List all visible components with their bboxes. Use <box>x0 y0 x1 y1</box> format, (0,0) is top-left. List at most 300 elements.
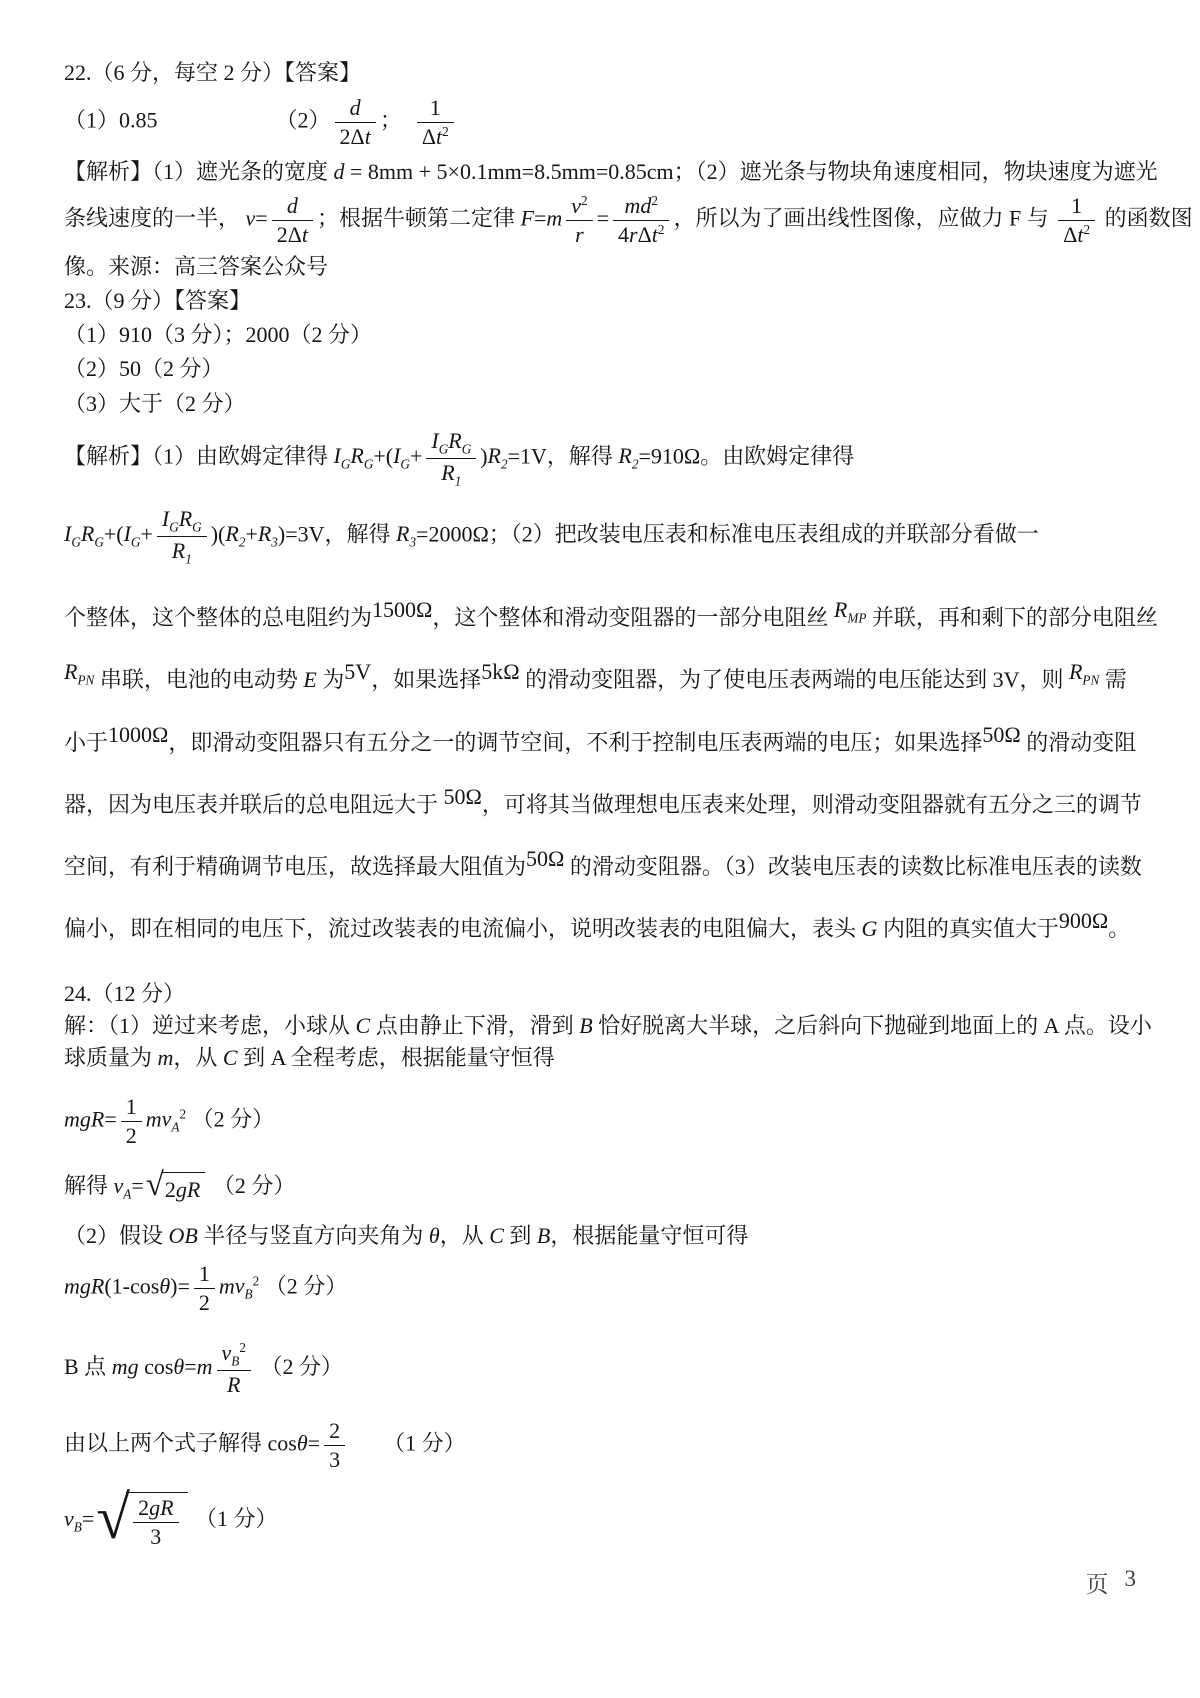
math-denominator <box>217 1371 251 1398</box>
q23-analysis-line-5-text <box>64 721 1137 758</box>
math-fraction <box>121 1094 142 1149</box>
math-fraction <box>426 428 476 489</box>
math-raised-inline <box>444 782 482 812</box>
q22-analysis-line-1-text <box>64 157 1158 187</box>
math-variable-name: m <box>624 192 641 218</box>
math-text: 1000Ω <box>108 721 169 747</box>
math-raised-inline <box>1059 906 1108 936</box>
math-denominator <box>1058 221 1095 248</box>
q22-analysis-line-1 <box>64 154 1158 190</box>
math-text: = <box>255 205 268 231</box>
math-variable-name: θ <box>159 1273 171 1299</box>
q23-answer-2-text: （2）50（2 分） <box>64 356 224 382</box>
math-text: =1V，解得 <box>507 443 619 469</box>
math-variable <box>287 193 298 218</box>
q23-answer-1-text: （1）910（3 分）；2000（2 分） <box>64 322 373 348</box>
math-variable <box>64 1106 80 1131</box>
math-denominator <box>335 123 376 150</box>
math-text: 5kΩ <box>481 658 520 684</box>
question-22-block <box>64 56 1193 284</box>
math-text: 【解析】（1）由欧姆定律得 <box>64 443 334 469</box>
q23-analysis-line-4-text <box>64 658 1127 697</box>
math-variable <box>441 459 462 488</box>
math-variable-name: m <box>546 205 563 231</box>
math-text: ，可将其当做理想电压表来处理，则滑动变阻器就有五分之三的调节 <box>481 792 1142 818</box>
math-fraction <box>417 95 454 150</box>
q24-para-3 <box>64 1220 1146 1252</box>
math-text: 条线速度的一半， <box>64 205 246 231</box>
q23-answer-3 <box>64 386 1146 422</box>
math-variable-name: v <box>64 1506 74 1532</box>
math-text: ； <box>379 107 413 133</box>
math-variable-name: v <box>113 1173 124 1199</box>
math-text: （2） <box>275 107 331 133</box>
math-text: 50Ω <box>443 783 482 809</box>
q23-analysis-line-1-text <box>64 428 854 489</box>
math-text: ，如果选择 <box>371 666 482 692</box>
math-text: 到 <box>503 1223 537 1249</box>
math-superscript: 2 <box>657 221 665 237</box>
math-variable <box>161 505 179 534</box>
math-text: = <box>184 1354 197 1380</box>
math-variable-name: t <box>1077 221 1084 247</box>
math-raised-inline <box>372 595 432 625</box>
math-superscript: 2 <box>442 123 449 139</box>
math-variable <box>579 1013 592 1038</box>
math-variable-name: v <box>161 1106 172 1132</box>
math-variable-name: d <box>333 159 345 185</box>
q23-analysis-line-7 <box>64 836 1146 898</box>
math-subscript: B <box>244 1286 253 1302</box>
math-text: 2 <box>138 1495 150 1521</box>
math-variable <box>149 1495 160 1520</box>
math-text: 串联，电池的电动势 <box>94 666 304 692</box>
math-variable-name: v <box>571 192 582 218</box>
math-subscript: G <box>363 456 374 472</box>
math-text: 小于 <box>64 730 109 756</box>
math-raised-inline <box>982 720 1020 750</box>
math-variable <box>197 1354 213 1379</box>
math-variable-name: g <box>175 1176 187 1202</box>
math-text: 半径与竖直方向夹角为 <box>197 1223 429 1249</box>
math-fraction <box>324 1418 345 1473</box>
math-variable-name: R <box>396 521 410 547</box>
math-numerator <box>272 193 313 221</box>
q24-formula-4 <box>64 1336 1146 1402</box>
math-text: 2 <box>198 1289 210 1315</box>
math-variable-name: v <box>221 1340 232 1366</box>
math-variable-name: m <box>218 1273 235 1299</box>
math-variable-name: t <box>364 123 371 149</box>
q23-analysis-line-6-text <box>64 783 1142 820</box>
math-fraction <box>217 1340 251 1398</box>
math-text: 偏小，即在相同的电压下，流过改装表的电流偏小，说明改装表的电阻偏大，表头 <box>64 916 862 942</box>
math-variable <box>113 1173 132 1202</box>
math-subscript: 2 <box>631 456 639 472</box>
math-text: 器，因为电压表并联后的总电阻远大于 <box>64 792 444 818</box>
math-text: 。 <box>1108 916 1131 942</box>
math-subscript: G <box>438 440 449 456</box>
math-variable-name: r <box>575 221 584 247</box>
math-text: )( <box>210 521 226 547</box>
math-fraction <box>335 95 376 150</box>
math-text: 900Ω <box>1058 907 1109 933</box>
q23-analysis-line-4 <box>64 650 1146 712</box>
math-text: 3 <box>150 1524 162 1549</box>
math-numerator <box>217 1340 251 1371</box>
math-text: )=3V，解得 <box>277 521 396 547</box>
math-variable-name: E <box>303 666 317 692</box>
math-superscript: 2 <box>252 1273 260 1289</box>
math-text: （1 分） <box>383 1430 466 1456</box>
math-variable-name: R <box>80 521 95 547</box>
math-numerator <box>566 193 592 221</box>
math-variable <box>80 1106 91 1131</box>
math-variable-name: R <box>225 521 239 547</box>
math-text: ，所以为了画出线性图像，应做力 F 与 <box>673 205 1055 231</box>
math-variable-name: I <box>431 427 439 453</box>
math-text: 1 <box>1071 192 1083 218</box>
math-text: 点由静止下滑，滑到 <box>370 1013 580 1039</box>
math-variable-name: R <box>186 1176 201 1202</box>
math-variable-name: m <box>157 1045 174 1071</box>
math-variable <box>146 1106 162 1131</box>
math-fraction <box>272 193 313 248</box>
math-numerator <box>133 1495 178 1523</box>
math-subscript: G <box>192 518 202 534</box>
math-variable <box>302 222 308 247</box>
q24-formula-5 <box>64 1414 1146 1476</box>
math-text: （1）0.85 <box>64 107 158 133</box>
math-text: (1-cos <box>104 1273 160 1299</box>
math-variable <box>128 1354 139 1379</box>
math-superscript: 2 <box>179 1106 187 1122</box>
math-subscript: 3 <box>409 534 417 550</box>
math-variable <box>169 1223 185 1248</box>
math-variable <box>618 443 639 472</box>
math-text: （2 分） <box>186 1106 275 1132</box>
math-denominator <box>157 537 207 567</box>
math-variable <box>429 1223 440 1248</box>
math-variable-name: I <box>161 505 170 531</box>
q24-header-text: 24.（12 分） <box>64 981 186 1007</box>
math-subscript: G <box>340 456 351 472</box>
math-text: 恰好脱离大半球，之后斜向下抛碰到地面上的 A 点。设小 <box>592 1013 1152 1039</box>
math-subscript: B <box>231 1353 240 1369</box>
math-text: 1 <box>429 94 441 120</box>
math-variable <box>158 1045 174 1070</box>
math-variable-name: R <box>227 1371 241 1397</box>
math-text: ；根据牛顿第二定律 <box>316 205 521 231</box>
q22-analysis-line-2 <box>64 190 1193 250</box>
math-text: ，从 <box>439 1223 490 1249</box>
math-variable <box>159 1273 170 1298</box>
math-denominator <box>133 1523 178 1550</box>
math-radicand <box>126 1492 187 1550</box>
math-variable <box>64 658 95 687</box>
math-text: +( <box>103 521 124 547</box>
q24-formula-6 <box>64 1483 1146 1556</box>
math-variable <box>393 443 410 472</box>
math-text: 2 <box>329 1417 341 1443</box>
q23-answer-2 <box>64 352 1146 386</box>
math-raised-inline <box>108 720 168 750</box>
math-text: 2Δ <box>339 123 365 149</box>
math-variable-name: I <box>393 443 401 469</box>
q23-analysis-line-8-text <box>64 907 1131 944</box>
math-variable <box>176 1177 187 1202</box>
math-variable <box>91 1106 104 1131</box>
q24-para-1 <box>64 1010 1152 1042</box>
math-denominator <box>324 1446 345 1473</box>
math-text: 为 <box>316 666 345 692</box>
math-variable-name: d <box>286 192 298 218</box>
math-text: 的滑动变阻器，为了使电压表两端的电压能达到 3V，则 <box>519 666 1069 692</box>
math-variable-name: R <box>350 443 364 469</box>
math-variable-name: θ <box>296 1430 308 1456</box>
math-variable-name: t <box>435 123 443 149</box>
math-text: cos <box>138 1354 174 1380</box>
q23-analysis-line-8 <box>64 898 1146 960</box>
math-variable-name: θ <box>173 1354 185 1380</box>
math-variable <box>521 205 534 230</box>
math-variable <box>257 521 278 550</box>
math-text: ，即滑动变阻器只有五分之一的调节空间，不利于控制电压表两端的电压；如果选择 <box>168 730 983 756</box>
q24-formula-3-text <box>64 1261 347 1316</box>
math-numerator <box>157 506 207 537</box>
math-variable <box>160 1495 173 1520</box>
math-variable <box>112 1354 128 1379</box>
q24-para-2-text <box>64 1043 555 1073</box>
math-variable-name: R <box>178 505 193 531</box>
math-variable <box>575 222 584 247</box>
math-numerator <box>417 95 454 123</box>
math-subscript: A <box>171 1119 180 1135</box>
math-variable <box>80 521 104 550</box>
math-variable-name: m <box>64 1106 80 1132</box>
math-variable-name: g <box>127 1354 139 1380</box>
math-variable <box>91 1273 104 1298</box>
math-text: = <box>533 205 547 231</box>
q23-analysis-line-2 <box>64 494 1146 578</box>
math-text: 的滑动变阻器。（3）改装电压表的读数比标准电压表的读数 <box>564 854 1142 880</box>
math-subscript: 2 <box>501 456 508 472</box>
radical-sign-icon: √ <box>145 1166 164 1203</box>
math-variable-name: R <box>90 1106 105 1132</box>
math-variable <box>227 1372 240 1397</box>
math-text: 1 <box>198 1260 210 1286</box>
math-variable <box>161 1106 180 1135</box>
math-variable <box>221 1340 240 1369</box>
math-text: Δ <box>1063 221 1078 247</box>
math-text: Δ <box>421 123 436 149</box>
math-text: （2）假设 <box>64 1223 169 1249</box>
math-subscript: G <box>130 534 141 550</box>
math-variable <box>833 596 867 625</box>
math-subscript: G <box>400 456 410 472</box>
q24-formula-2-text <box>64 1166 296 1205</box>
math-text: 【解析】（1）遮光条的宽度 <box>64 159 334 185</box>
math-text: )= <box>170 1273 190 1299</box>
math-text: （2 分） <box>254 1354 343 1380</box>
math-variable-name: I <box>64 521 72 547</box>
math-subscript: G <box>169 518 179 534</box>
math-variable <box>640 193 651 218</box>
math-text: ，从 <box>173 1045 223 1071</box>
math-variable <box>571 193 581 218</box>
math-text: 1500Ω <box>372 596 433 622</box>
math-variable-name: R <box>64 658 78 684</box>
math-text: 需 <box>1099 666 1127 692</box>
math-superscript: 2 <box>581 192 588 208</box>
math-variable <box>1068 658 1100 687</box>
math-text: （2 分） <box>207 1173 296 1199</box>
math-variable-name: R <box>448 427 462 453</box>
q23-analysis-line-2-text <box>64 506 1039 567</box>
math-numerator <box>426 428 476 459</box>
math-text: 个整体，这个整体的总电阻约为 <box>64 604 373 630</box>
math-subscript: PN <box>77 671 95 687</box>
math-variable-name: m <box>111 1354 128 1380</box>
question-23-block <box>64 284 1158 960</box>
math-raised-inline <box>64 657 94 689</box>
math-variable-name: F <box>520 205 534 231</box>
math-text: =2000Ω；（2）把改装电压表和标准电压表组成的并联部分看做一 <box>416 521 1039 547</box>
q23-analysis-line-3 <box>64 588 1158 650</box>
math-variable-name: R <box>160 1495 174 1521</box>
math-radicand <box>162 1172 205 1205</box>
q24-para-2 <box>64 1042 1146 1074</box>
math-subscript: PN <box>1082 671 1100 687</box>
math-variable <box>64 1273 80 1298</box>
q24-formula-4-text <box>64 1340 343 1398</box>
math-variable-name: B <box>184 1223 198 1249</box>
math-variable <box>489 1223 504 1248</box>
q23-analysis-line-5 <box>64 712 1146 774</box>
page-footer <box>1086 1566 1137 1599</box>
q22-header-text: 22.（6 分，每空 2 分）【答案】 <box>64 60 362 86</box>
math-variable <box>173 1354 184 1379</box>
math-fraction <box>613 193 669 248</box>
math-variable <box>862 916 878 941</box>
math-text: 50Ω <box>982 721 1021 747</box>
math-variable <box>187 1177 200 1202</box>
math-text: B 点 <box>64 1354 112 1380</box>
math-variable-name: R <box>833 596 848 622</box>
q23-analysis-line-6 <box>64 774 1146 836</box>
math-variable-name: g <box>79 1273 91 1299</box>
math-numerator <box>613 193 669 221</box>
math-text: = 8mm + 5×0.1mm=8.5mm=0.85cm；（2）遮光条与物块角速度相同，物块速度为遮光 <box>344 159 1158 185</box>
math-text: 4 <box>618 221 630 247</box>
math-variable <box>171 537 192 566</box>
math-variable-name: m <box>196 1354 213 1380</box>
math-square-root <box>96 1483 187 1552</box>
math-text: 1 <box>125 1093 137 1119</box>
math-variable-name: d <box>640 192 652 218</box>
math-subscript: 3 <box>271 534 278 550</box>
math-text: 的滑动变阻 <box>1020 730 1137 756</box>
math-superscript: 2 <box>651 192 658 208</box>
math-variable-name: R <box>487 443 501 469</box>
math-text: = <box>131 1173 144 1199</box>
math-fraction <box>1058 193 1095 248</box>
math-denominator <box>272 221 313 248</box>
math-variable <box>333 443 351 472</box>
math-variable-name: d <box>349 94 361 120</box>
question-24-block <box>64 978 1152 1556</box>
math-text: 并联，再和剩下的部分电阻丝 <box>866 604 1158 630</box>
math-subscript: MP <box>847 609 867 625</box>
math-square-root <box>145 1166 206 1204</box>
math-text: 由以上两个式子解得 cos <box>64 1430 297 1456</box>
q23-header-text: 23.（9 分）【答案】 <box>64 288 252 314</box>
q23-analysis-line-3-text <box>64 596 1158 635</box>
math-subscript: G <box>71 534 81 550</box>
math-denominator <box>194 1289 215 1316</box>
math-text: 球质量为 <box>64 1045 158 1071</box>
math-variable-name: R <box>171 537 186 563</box>
q22-header <box>64 56 1146 90</box>
math-variable-name: θ <box>428 1223 440 1249</box>
math-variable-name: I <box>333 443 341 469</box>
math-numerator <box>335 95 376 123</box>
math-variable <box>234 1273 253 1302</box>
math-variable-name: t <box>651 221 658 247</box>
math-variable <box>487 443 508 472</box>
math-variable-name: C <box>355 1013 371 1039</box>
q24-para-1-text <box>64 1011 1152 1041</box>
math-variable-name: B <box>579 1013 593 1039</box>
q24-formula-3 <box>64 1256 1146 1320</box>
q24-header <box>64 978 1146 1010</box>
math-variable-name: R <box>90 1273 105 1299</box>
math-text: 3 <box>329 1446 341 1472</box>
math-raised-inline <box>344 657 371 687</box>
math-fraction <box>133 1495 178 1550</box>
math-variable <box>334 159 345 184</box>
math-numerator <box>194 1261 215 1289</box>
math-variable <box>64 521 81 550</box>
math-variable <box>625 193 641 218</box>
math-variable <box>350 443 374 472</box>
math-text: = <box>104 1106 117 1132</box>
math-variable-name: C <box>489 1223 504 1249</box>
math-variable <box>219 1273 235 1298</box>
math-text: =910Ω。由欧姆定律得 <box>638 443 855 469</box>
math-text: 2 <box>125 1122 137 1148</box>
math-variable <box>537 1223 550 1248</box>
math-text: Δ <box>637 221 652 247</box>
math-variable <box>546 205 562 230</box>
page-content <box>64 56 1193 1556</box>
math-text: 解：（1）逆过来考虑，小球从 <box>64 1013 356 1039</box>
q24-formula-2 <box>64 1162 1146 1214</box>
math-variable-name: C <box>222 1045 238 1071</box>
math-numerator <box>121 1094 142 1122</box>
math-text: + <box>140 521 153 547</box>
math-variable <box>123 521 141 550</box>
math-variable-name: R <box>257 521 272 547</box>
math-subscript: G <box>461 440 472 456</box>
q24-formula-1-text <box>64 1094 274 1149</box>
math-variable-name: G <box>861 916 878 942</box>
math-text: （2 分） <box>259 1273 348 1299</box>
math-variable <box>297 1430 308 1455</box>
page-footer-label: 页 <box>1085 1572 1109 1597</box>
q24-para-3-text <box>64 1221 748 1251</box>
math-variable <box>246 205 256 230</box>
